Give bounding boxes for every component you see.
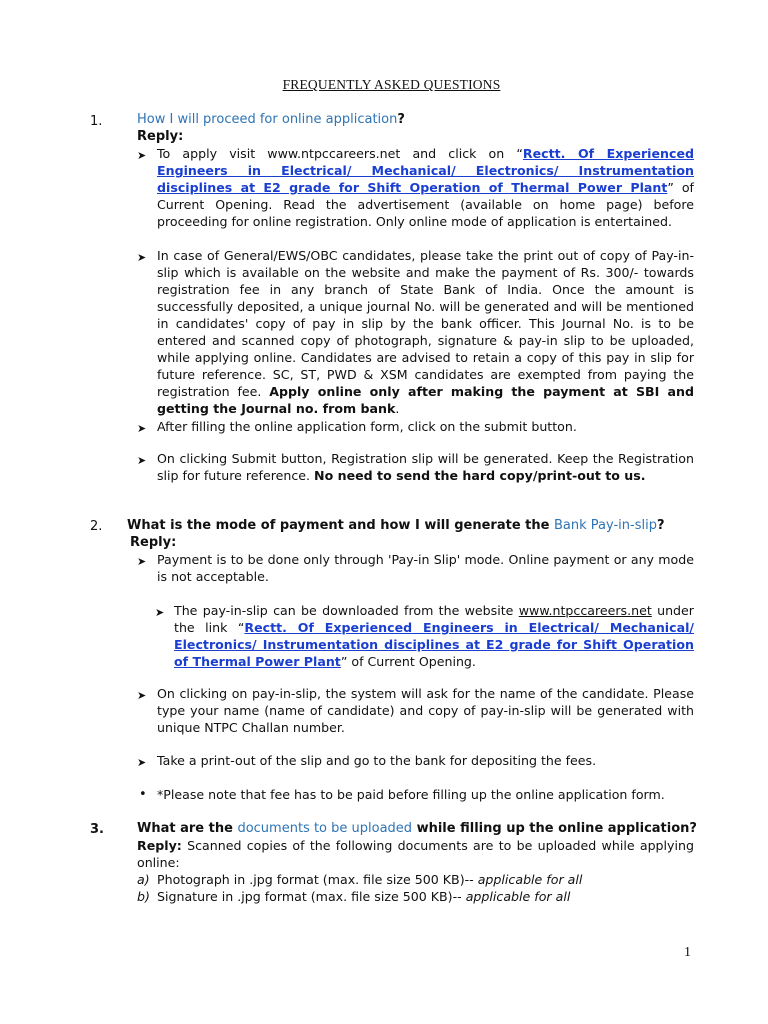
arrow-bullet-icon: ➤ — [137, 689, 147, 702]
question-text — [137, 111, 405, 128]
list-item: a) Photograph in .jpg format (max. file size 500 KB)-- applicable for all — [137, 872, 583, 887]
question-blue-text: documents to be uploaded — [237, 821, 413, 836]
page-title: FREQUENTLY ASKED QUESTIONS — [282, 77, 501, 92]
question-blue-text: How I will proceed for online application — [137, 112, 398, 127]
question-text: What is the mode of payment and how I will generate the Bank Pay-in-slip? — [127, 518, 665, 533]
dot-bullet-icon: • — [139, 787, 147, 802]
reply-label: Reply: — [137, 129, 184, 144]
arrow-bullet-icon: ➤ — [137, 454, 147, 467]
arrow-bullet-icon: ➤ — [137, 251, 147, 264]
reply-paragraph: The pay-in-slip can be downloaded from the website www.ntpccareers.net under the link “Rectt. Of Experienced Engineers in Electrical/ Mechanical/ Electronics/ Instrumentation disciplines at E2 grade for Shift Operation of Thermal Power Plant” of Current Opening. — [174, 603, 694, 669]
website-link[interactable]: www.ntpccareers.net — [518, 603, 652, 618]
arrow-bullet-icon: ➤ — [137, 756, 147, 769]
page-number: 1 — [684, 945, 691, 960]
arrow-bullet-icon: ➤ — [137, 555, 147, 568]
reply-paragraph: Payment is to be done only through 'Pay-in Slip' mode. Online payment or any mode is not acceptable. — [157, 552, 694, 584]
arrow-bullet-icon: ➤ — [137, 422, 147, 435]
reply-paragraph: On clicking on pay-in-slip, the system will ask for the name of the candidate. Please type your name (name of candidate) and copy of pay-in-slip will be generated with unique NTPC Challan number. — [157, 686, 694, 735]
reply-paragraph: To apply visit www.ntpccareers.net and click on “Rectt. Of Experienced Engineers in Electrical/ Mechanical/ Electronics/ Instrumentation disciplines at E2 grade for Shift Operation of Thermal Power Plant” of Current Opening. Read the advertisement (available on home page) before proceeding for online registration. Only online mode of application is entertained. — [157, 146, 694, 229]
opening-link[interactable]: Rectt. Of Experienced Engineers in Electrical/ Mechanical/ Electronics/ Instrumentation disciplines at E2 grade for Shift Operation of Thermal Power Plant — [157, 146, 694, 195]
reply-paragraph: On clicking Submit button, Registration slip will be generated. Keep the Registration slip for future reference. No need to send the hard copy/print-out to us. — [157, 451, 694, 483]
question-number: 1. — [90, 114, 103, 129]
reply-paragraph: Take a print-out of the slip and go to the bank for depositing the fees. — [157, 753, 597, 768]
question-number: 2. — [90, 519, 103, 534]
reply-paragraph: Reply: Scanned copies of the following documents are to be uploaded while applying online: — [137, 838, 694, 870]
arrow-bullet-icon: ➤ — [137, 149, 147, 162]
reply-label: Reply: — [130, 535, 177, 550]
question-text: What are the documents to be uploaded while filling up the online application? — [137, 821, 697, 836]
question-blue-text: Bank Pay-in-slip — [554, 518, 657, 533]
reply-label: Reply: — [137, 838, 182, 853]
reply-paragraph: After filling the online application form, click on the submit button. — [157, 419, 577, 434]
question-number: 3. — [90, 822, 104, 837]
list-item: b) Signature in .jpg format (max. file size 500 KB)-- applicable for all — [137, 889, 571, 904]
opening-link[interactable]: Rectt. Of Experienced Engineers in Electrical/ Mechanical/ Electronics/ Instrumentation disciplines at E2 grade for Shift Operation of Thermal Power Plant — [174, 620, 694, 669]
arrow-bullet-icon: ➤ — [155, 606, 165, 619]
reply-paragraph: In case of General/EWS/OBC candidates, please take the print out of copy of Pay-in-slip which is available on the website and make the payment of Rs. 300/- towards registration fee in any branch of State Bank of India. Once the amount is successfully deposited, a unique journal No. will be generated and will be mentioned in candidates' copy of pay in slip by the bank officer. This Journal No. is to be entered and scanned copy of photograph, signature & pay-in slip to be uploaded, while applying online. Candidates are advised to retain a copy of this pay in slip for future reference. SC, ST, PWD & XSM candidates are exempted from paying the registration fee. Apply online only after making the payment at SBI and getting the Journal no. from bank. — [157, 248, 694, 416]
reply-paragraph: *Please note that fee has to be paid before filling up the online application form. — [157, 787, 665, 802]
question-mark: ? — [397, 112, 405, 127]
